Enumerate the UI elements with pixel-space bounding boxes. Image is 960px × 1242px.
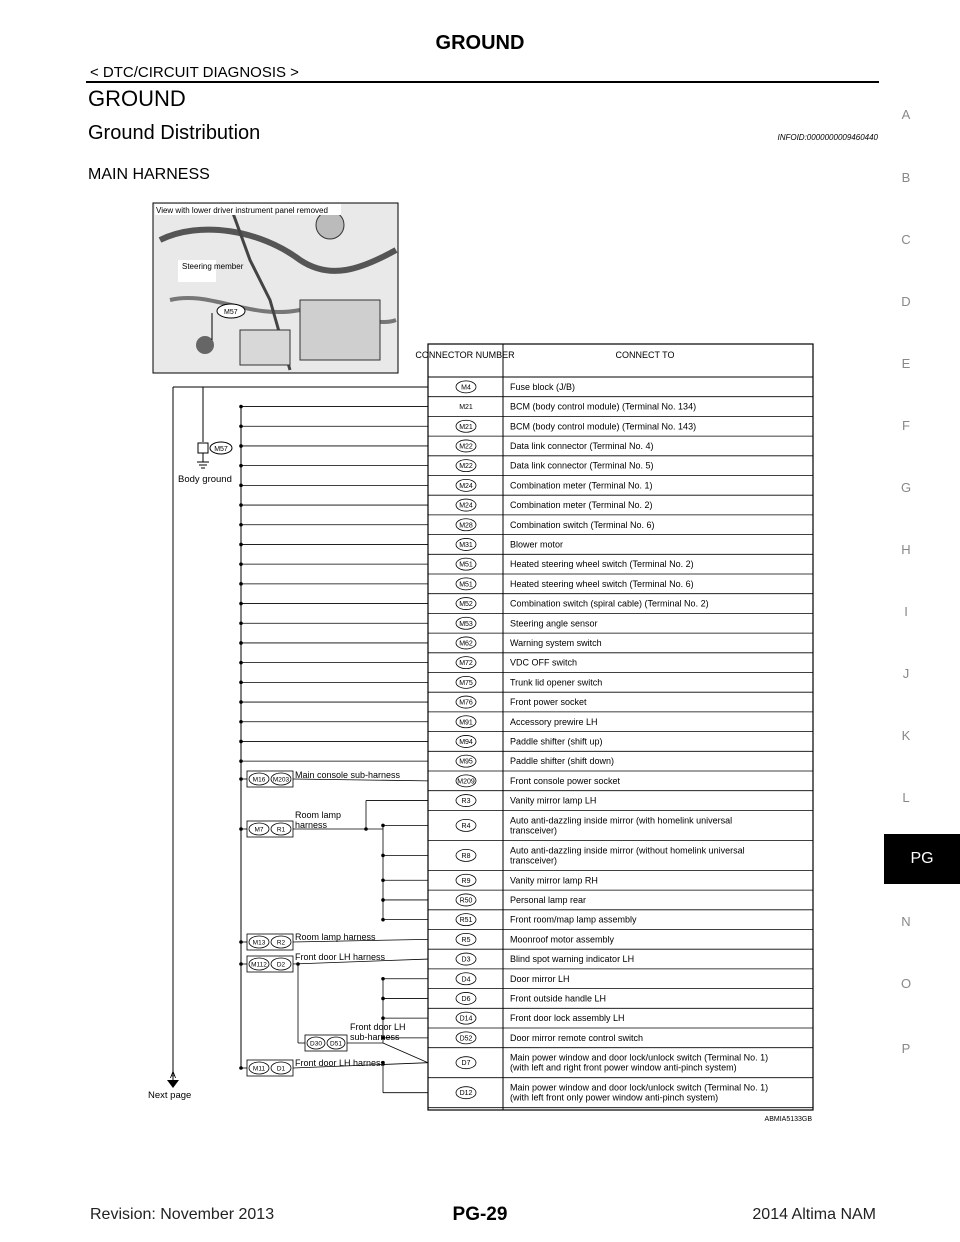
row-description: Paddle shifter (shift down) [510, 756, 615, 767]
row-description: Trunk lid opener switch [510, 677, 603, 688]
side-index-f[interactable]: F [902, 418, 910, 433]
row-description: Data link connector (Terminal No. 5) [510, 460, 654, 471]
splice-dot [381, 918, 385, 922]
row-description: Front room/map lamp assembly [510, 914, 637, 925]
row-description: VDC OFF switch [510, 657, 578, 668]
row-description: Combination switch (Terminal No. 6) [510, 519, 655, 530]
table-row [456, 538, 563, 550]
splice-dot [296, 962, 300, 966]
photo-caption: View with lower driver instrument panel removed [156, 206, 328, 215]
row-connector: D3 [461, 956, 471, 964]
footer-revision: Revision: November 2013 [90, 1206, 275, 1223]
subharness-label: Front door LH harness [295, 1058, 386, 1068]
subharness-connector-2: R1 [276, 826, 286, 834]
ground-connector-label: M57 [214, 446, 228, 453]
info-id: INFOID:0000000009460440 [777, 133, 878, 142]
row-description: Main power window and door lock/unlock switch (Terminal No. 1) (with left front only power window anti-pinch system) [510, 1082, 769, 1103]
row-description: Steering angle sensor [510, 618, 598, 629]
subharness-connector-1: M11 [252, 1065, 266, 1073]
subharness-label: Room lamp harness [295, 932, 376, 942]
footer-model: 2014 Altima NAM [752, 1206, 876, 1223]
section-title: GROUND [88, 86, 186, 111]
row-connector: R50 [459, 897, 473, 905]
table-row [456, 973, 570, 985]
side-index-j[interactable]: J [902, 666, 910, 681]
body-ground-label: Body ground [178, 474, 232, 485]
subharness-connector-1: D30 [310, 1040, 322, 1048]
photo-connector-label: M57 [224, 309, 238, 316]
side-index-g[interactable]: G [900, 480, 912, 495]
row-connector: D6 [461, 995, 471, 1003]
subharness-connector [239, 810, 341, 837]
side-index-current-pg[interactable] [884, 834, 960, 884]
row-connector: D52 [459, 1035, 473, 1043]
side-index-c[interactable]: C [901, 232, 911, 247]
row-description: Combination meter (Terminal No. 2) [510, 500, 653, 511]
subharness-connector [239, 932, 376, 950]
harness-photo [153, 203, 398, 373]
ground-symbol [173, 387, 428, 468]
subharness-connector-2: R2 [276, 939, 286, 947]
side-index-h[interactable]: H [901, 542, 911, 557]
splice-dot [381, 824, 385, 828]
side-index-k[interactable]: K [901, 728, 911, 743]
side-index-e[interactable]: E [901, 356, 911, 371]
row-connector: M28 [459, 522, 473, 530]
row-description: Combination switch (spiral cable) (Terminal No. 2) [510, 598, 709, 609]
row-description: Heated steering wheel switch (Terminal No. 6) [510, 578, 694, 589]
row-description: Auto anti-dazzling inside mirror (without homelink universal transceiver) [510, 845, 745, 866]
row-description: Door mirror LH [510, 973, 570, 984]
splice-dot [381, 878, 385, 882]
subharness-label: Front door LH harness [295, 952, 386, 962]
row-connector: M22 [459, 443, 473, 451]
row-description: Blower motor [510, 539, 564, 550]
row-connector: R9 [461, 877, 471, 885]
figure-id: ABMIA5133GB [764, 1116, 812, 1123]
row-connector: M52 [459, 601, 473, 609]
row-description: Combination meter (Terminal No. 1) [510, 480, 653, 491]
row-connector: M21 [459, 423, 473, 431]
splice-dot [381, 854, 385, 858]
table-row [456, 381, 575, 393]
next-page-label: Next page [148, 1090, 192, 1101]
row-connector: M51 [459, 561, 473, 569]
row-connector: D12 [459, 1090, 473, 1098]
row-description: Door mirror remote control switch [510, 1032, 644, 1043]
row-description: Vanity mirror lamp RH [510, 875, 598, 886]
row-connector: M51 [459, 581, 473, 589]
row-description: Personal lamp rear [510, 894, 587, 905]
side-index-o[interactable]: O [900, 976, 912, 991]
row-connector: M21 [459, 404, 473, 412]
subharness-connector-2: D51 [330, 1040, 342, 1048]
splice-dot [364, 827, 368, 831]
footer-page-number: PG-29 [452, 1204, 508, 1225]
subharness-connector-1: M7 [254, 826, 264, 834]
row-description: Paddle shifter (shift up) [510, 736, 603, 747]
row-connector: M62 [459, 640, 473, 648]
row-connector: M91 [459, 719, 473, 727]
row-description: Heated steering wheel switch (Terminal No. 2) [510, 559, 694, 570]
row-connector: R3 [461, 798, 471, 806]
subharness-connector-2: D2 [276, 961, 286, 969]
subharness-label: Main console sub-harness [295, 770, 401, 780]
side-index-l[interactable]: L [902, 790, 910, 805]
next-page-arrow [167, 1080, 179, 1088]
row-description: Front console power socket [510, 775, 621, 786]
row-description: Vanity mirror lamp LH [510, 795, 597, 806]
row-description: Accessory prewire LH [510, 716, 598, 727]
breadcrumb: < DTC/CIRCUIT DIAGNOSIS > [90, 64, 299, 81]
subharness-label: Room lamp harness [295, 810, 342, 830]
row-connector: R51 [459, 917, 473, 925]
row-connector: M4 [461, 384, 471, 392]
row-connector: M95 [459, 758, 473, 766]
row-description: Auto anti-dazzling inside mirror (with homelink universal transceiver) [510, 815, 733, 836]
side-index-n[interactable]: N [901, 914, 911, 929]
table-header-connect-to: CONNECT TO [615, 350, 675, 360]
row-description: Front door lock assembly LH [510, 1013, 625, 1024]
row-connector: M22 [459, 463, 473, 471]
row-description: Moonroof motor assembly [510, 934, 615, 945]
row-connector: M75 [459, 679, 473, 687]
photo-steering-label: Steering member [182, 262, 244, 271]
row-connector: M53 [459, 620, 473, 628]
subharness-connector [239, 1058, 385, 1076]
row-description: Front outside handle LH [510, 993, 607, 1004]
side-index-i[interactable]: I [904, 604, 908, 619]
row-connector: M31 [459, 541, 473, 549]
side-index-d[interactable]: D [901, 294, 911, 309]
row-connector: M72 [459, 660, 473, 668]
page-header-title: GROUND [435, 32, 525, 54]
row-description: BCM (body control module) (Terminal No. 134) [510, 401, 697, 412]
subharness-label: Front door LH sub-harness [350, 1022, 406, 1042]
row-description: Main power window and door lock/unlock switch (Terminal No. 1) (with left and right front power window anti-pinch system) [510, 1052, 769, 1073]
row-description: Warning system switch [510, 637, 602, 648]
row-connector: M94 [459, 738, 473, 746]
row-description: Fuse block (J/B) [510, 381, 576, 392]
side-index-b[interactable]: B [901, 170, 911, 185]
harness-wire [383, 1043, 428, 1063]
row-description: Front power socket [510, 697, 587, 708]
subharness-connector-2: D1 [276, 1065, 286, 1073]
row-connector: M24 [459, 502, 473, 510]
splice-dot [381, 977, 385, 981]
subharness-connector-1: M112 [251, 961, 267, 969]
subsection-title: Ground Distribution [88, 122, 261, 144]
row-connector: M76 [459, 699, 473, 707]
side-index-current-label: PG [910, 850, 934, 867]
splice-dot [381, 898, 385, 902]
splice-dot [381, 997, 385, 1001]
row-connector: R5 [461, 936, 471, 944]
table-header-connector: CONNECTOR NUMBER [415, 350, 515, 360]
row-connector: D4 [461, 976, 471, 984]
side-index-a[interactable]: A [901, 107, 911, 122]
row-connector: D7 [461, 1060, 471, 1068]
row-description: Blind spot warning indicator LH [510, 954, 635, 965]
row-connector: M24 [459, 482, 473, 490]
subharness-connector [239, 952, 385, 972]
row-connector: M209 [457, 778, 475, 786]
row-description: BCM (body control module) (Terminal No. 143) [510, 421, 697, 432]
next-page-marker: A [169, 1070, 177, 1080]
splice-dot [381, 1016, 385, 1020]
subharness-connector-1: M13 [252, 939, 266, 947]
side-index-p[interactable]: P [901, 1041, 911, 1056]
subharness-connector-2: M203 [272, 776, 290, 784]
harness-title: MAIN HARNESS [88, 166, 210, 183]
row-connector: D14 [459, 1015, 473, 1023]
subharness-connector-1: M16 [252, 776, 266, 784]
subharness-connector [239, 770, 400, 787]
row-connector: R4 [461, 822, 471, 830]
row-connector: R8 [461, 852, 471, 860]
row-description: Data link connector (Terminal No. 4) [510, 440, 654, 451]
